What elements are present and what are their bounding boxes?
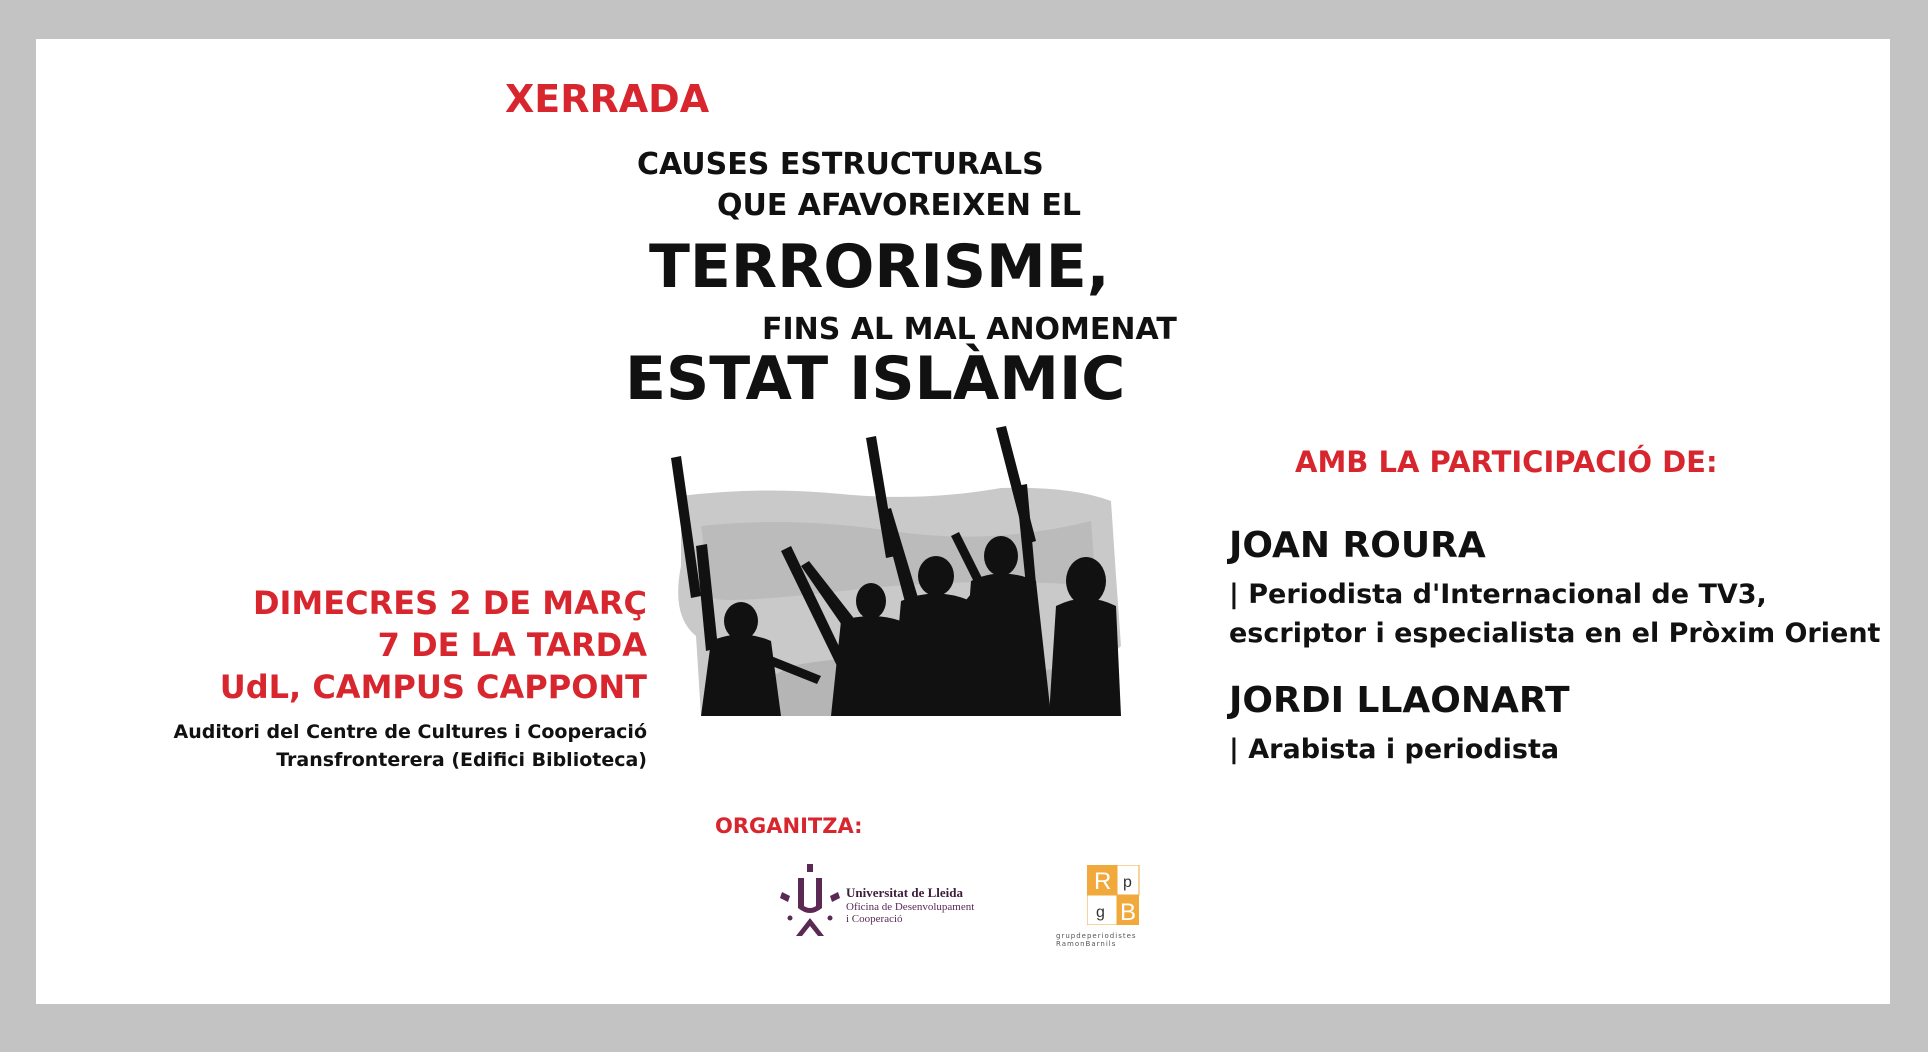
title-line-2: QUE AFAVOREIXEN EL	[717, 188, 1081, 223]
title-line-5: ESTAT ISLÀMIC	[625, 344, 1126, 414]
armed-silhouettes-image	[641, 416, 1181, 776]
udl-name: Universitat de Lleida	[846, 885, 963, 900]
title-line-3: TERRORISME,	[649, 232, 1110, 302]
venue-line-1: Auditori del Centre de Cultures i Cooperació	[173, 721, 647, 743]
event-date: DIMECRES 2 DE MARÇ	[252, 584, 647, 622]
rpb-logo	[1087, 865, 1157, 925]
rpb-letter-p: p	[1123, 874, 1132, 891]
rpb-text-1: grupdeperiodistes	[1056, 932, 1137, 940]
title-line-4: FINS AL MAL ANOMENAT	[762, 312, 1177, 347]
udl-text	[846, 885, 974, 925]
speaker-2-name: JORDI LLAONART	[1229, 680, 1570, 721]
event-time: 7 DE LA TARDA	[377, 626, 647, 664]
rpb-letter-g: g	[1096, 904, 1105, 921]
title-line-1: CAUSES ESTRUCTURALS	[637, 147, 1044, 182]
udl-sub-2: i Cooperació	[846, 913, 903, 925]
udl-logo	[780, 862, 840, 942]
rpb-letter-r: R	[1094, 868, 1112, 895]
participation-heading: AMB LA PARTICIPACIÓ DE:	[1295, 445, 1718, 479]
event-type-label: XERRADA	[505, 77, 710, 121]
rpb-text	[1056, 932, 1137, 948]
udl-sub-1: Oficina de Desenvolupament	[846, 901, 975, 913]
speaker-1-name: JOAN ROURA	[1229, 525, 1486, 566]
organizer-heading: ORGANITZA:	[715, 814, 863, 838]
speaker-1-role-line-2: escriptor i especialista en el Pròxim Orient	[1229, 618, 1881, 649]
speaker-1-role-line-1: | Periodista d'Internacional de TV3,	[1229, 579, 1767, 610]
event-place: UdL, CAMPUS CAPPONT	[219, 668, 647, 706]
venue-line-2: Transfronterera (Edifici Biblioteca)	[276, 749, 647, 771]
event-poster	[36, 39, 1890, 1004]
rpb-text-2: RamonBarnils	[1056, 940, 1117, 948]
rpb-letter-b: B	[1120, 899, 1137, 925]
speaker-2-role: | Arabista i periodista	[1229, 734, 1560, 765]
